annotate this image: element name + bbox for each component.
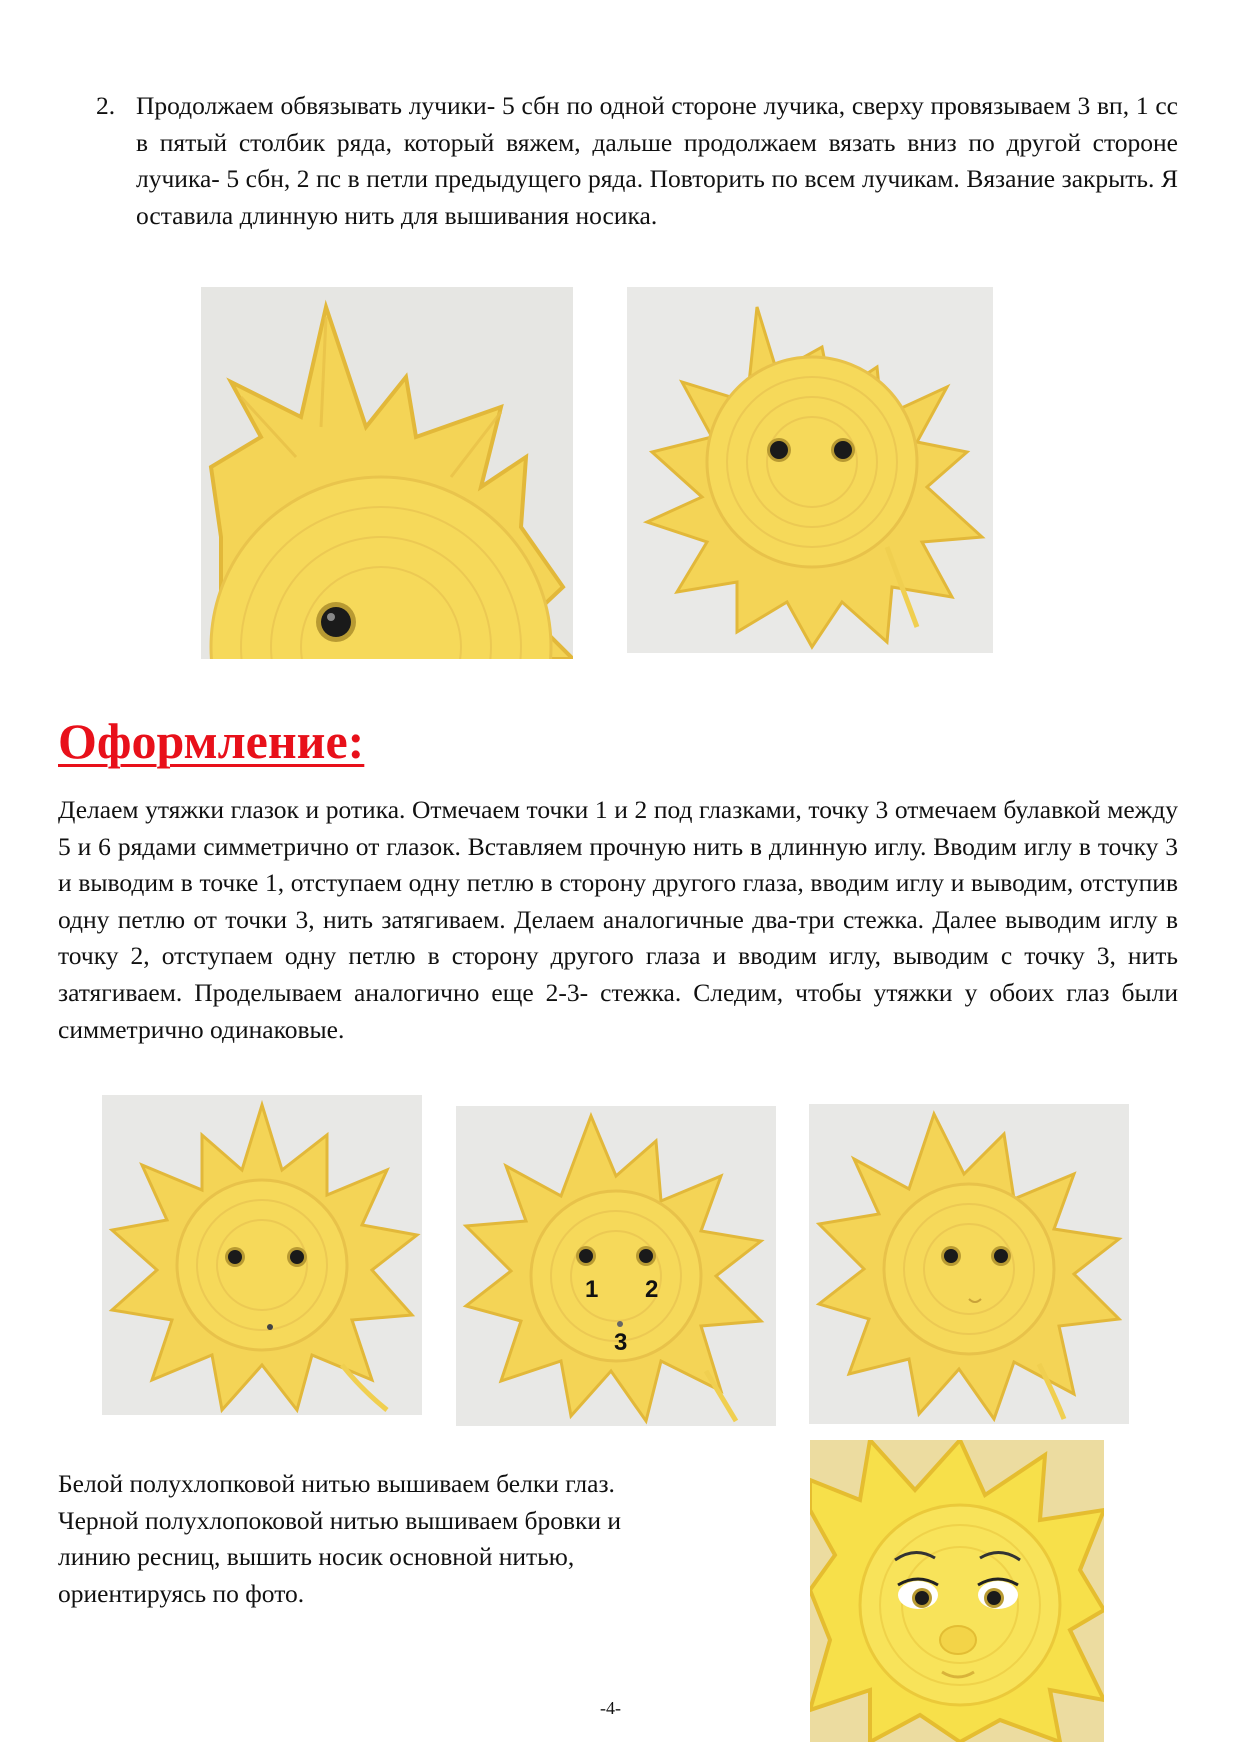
note-line: Белой полухлопковой нитью вышиваем белки глаз. [58, 1469, 615, 1498]
marker-2: 2 [645, 1276, 659, 1303]
photo-embroidered-face [810, 1440, 1104, 1742]
page-number: -4- [600, 1698, 621, 1718]
photo-step-a [102, 1095, 422, 1415]
step-2 [96, 88, 1178, 234]
embroidery-note [58, 1466, 778, 1612]
photo-rays-closeup [201, 287, 573, 659]
note-line: линию ресниц, вышить носик основной нитью, [58, 1542, 575, 1571]
section-title: Оформление: [58, 713, 365, 769]
marker-3: 3 [614, 1329, 628, 1356]
step-number: 2. [96, 91, 116, 120]
photo-step-b-marked [456, 1106, 776, 1426]
step-text: Продолжаем обвязывать лучики- 5 сбн по одной стороне лучика, сверху провязываем 3 вп, 1 сс в пятый столбик ряда, который вяжем, дальше продолжаем вязать вниз по другой стороне лучика- 5 сбн, 2 пс в петли предыдущего ряда. Повторить по всем лучикам. Вязание закрыть. Я оставила длинную нить для вышивания носика. [136, 91, 1178, 230]
section-paragraph: Делаем утяжки глазок и ротика. Отмечаем точки 1 и 2 под глазками, точку 3 отмечаем булавкой между 5 и 6 рядами симметрично от глазок. Вставляем прочную нить в длинную иглу. Вводим иглу в точку 3 и выводим в точке 1, отступаем одну петлю в сторону другого глаза, вводим иглу и выводим, отступив одну петлю от точки 3, нить затягиваем. Делаем аналогичные два-три стежка. Далее выводим иглу в точку 2, отступаем одну петлю в сторону другого глаза и вводим иглу, выводим с точку 3, нить затягиваем. Проделываем аналогично еще 2-3- стежка. Следим, чтобы утяжки у обоих глаз были симметрично одинаковые. [58, 795, 1178, 1044]
photo-sun-with-eyes [627, 287, 993, 653]
marker-1: 1 [585, 1276, 599, 1303]
photo-step-c [809, 1104, 1129, 1424]
note-line: ориентируясь по фото. [58, 1578, 305, 1608]
note-line: Черной полухлопоковой нитью вышиваем бровки и [58, 1505, 622, 1535]
